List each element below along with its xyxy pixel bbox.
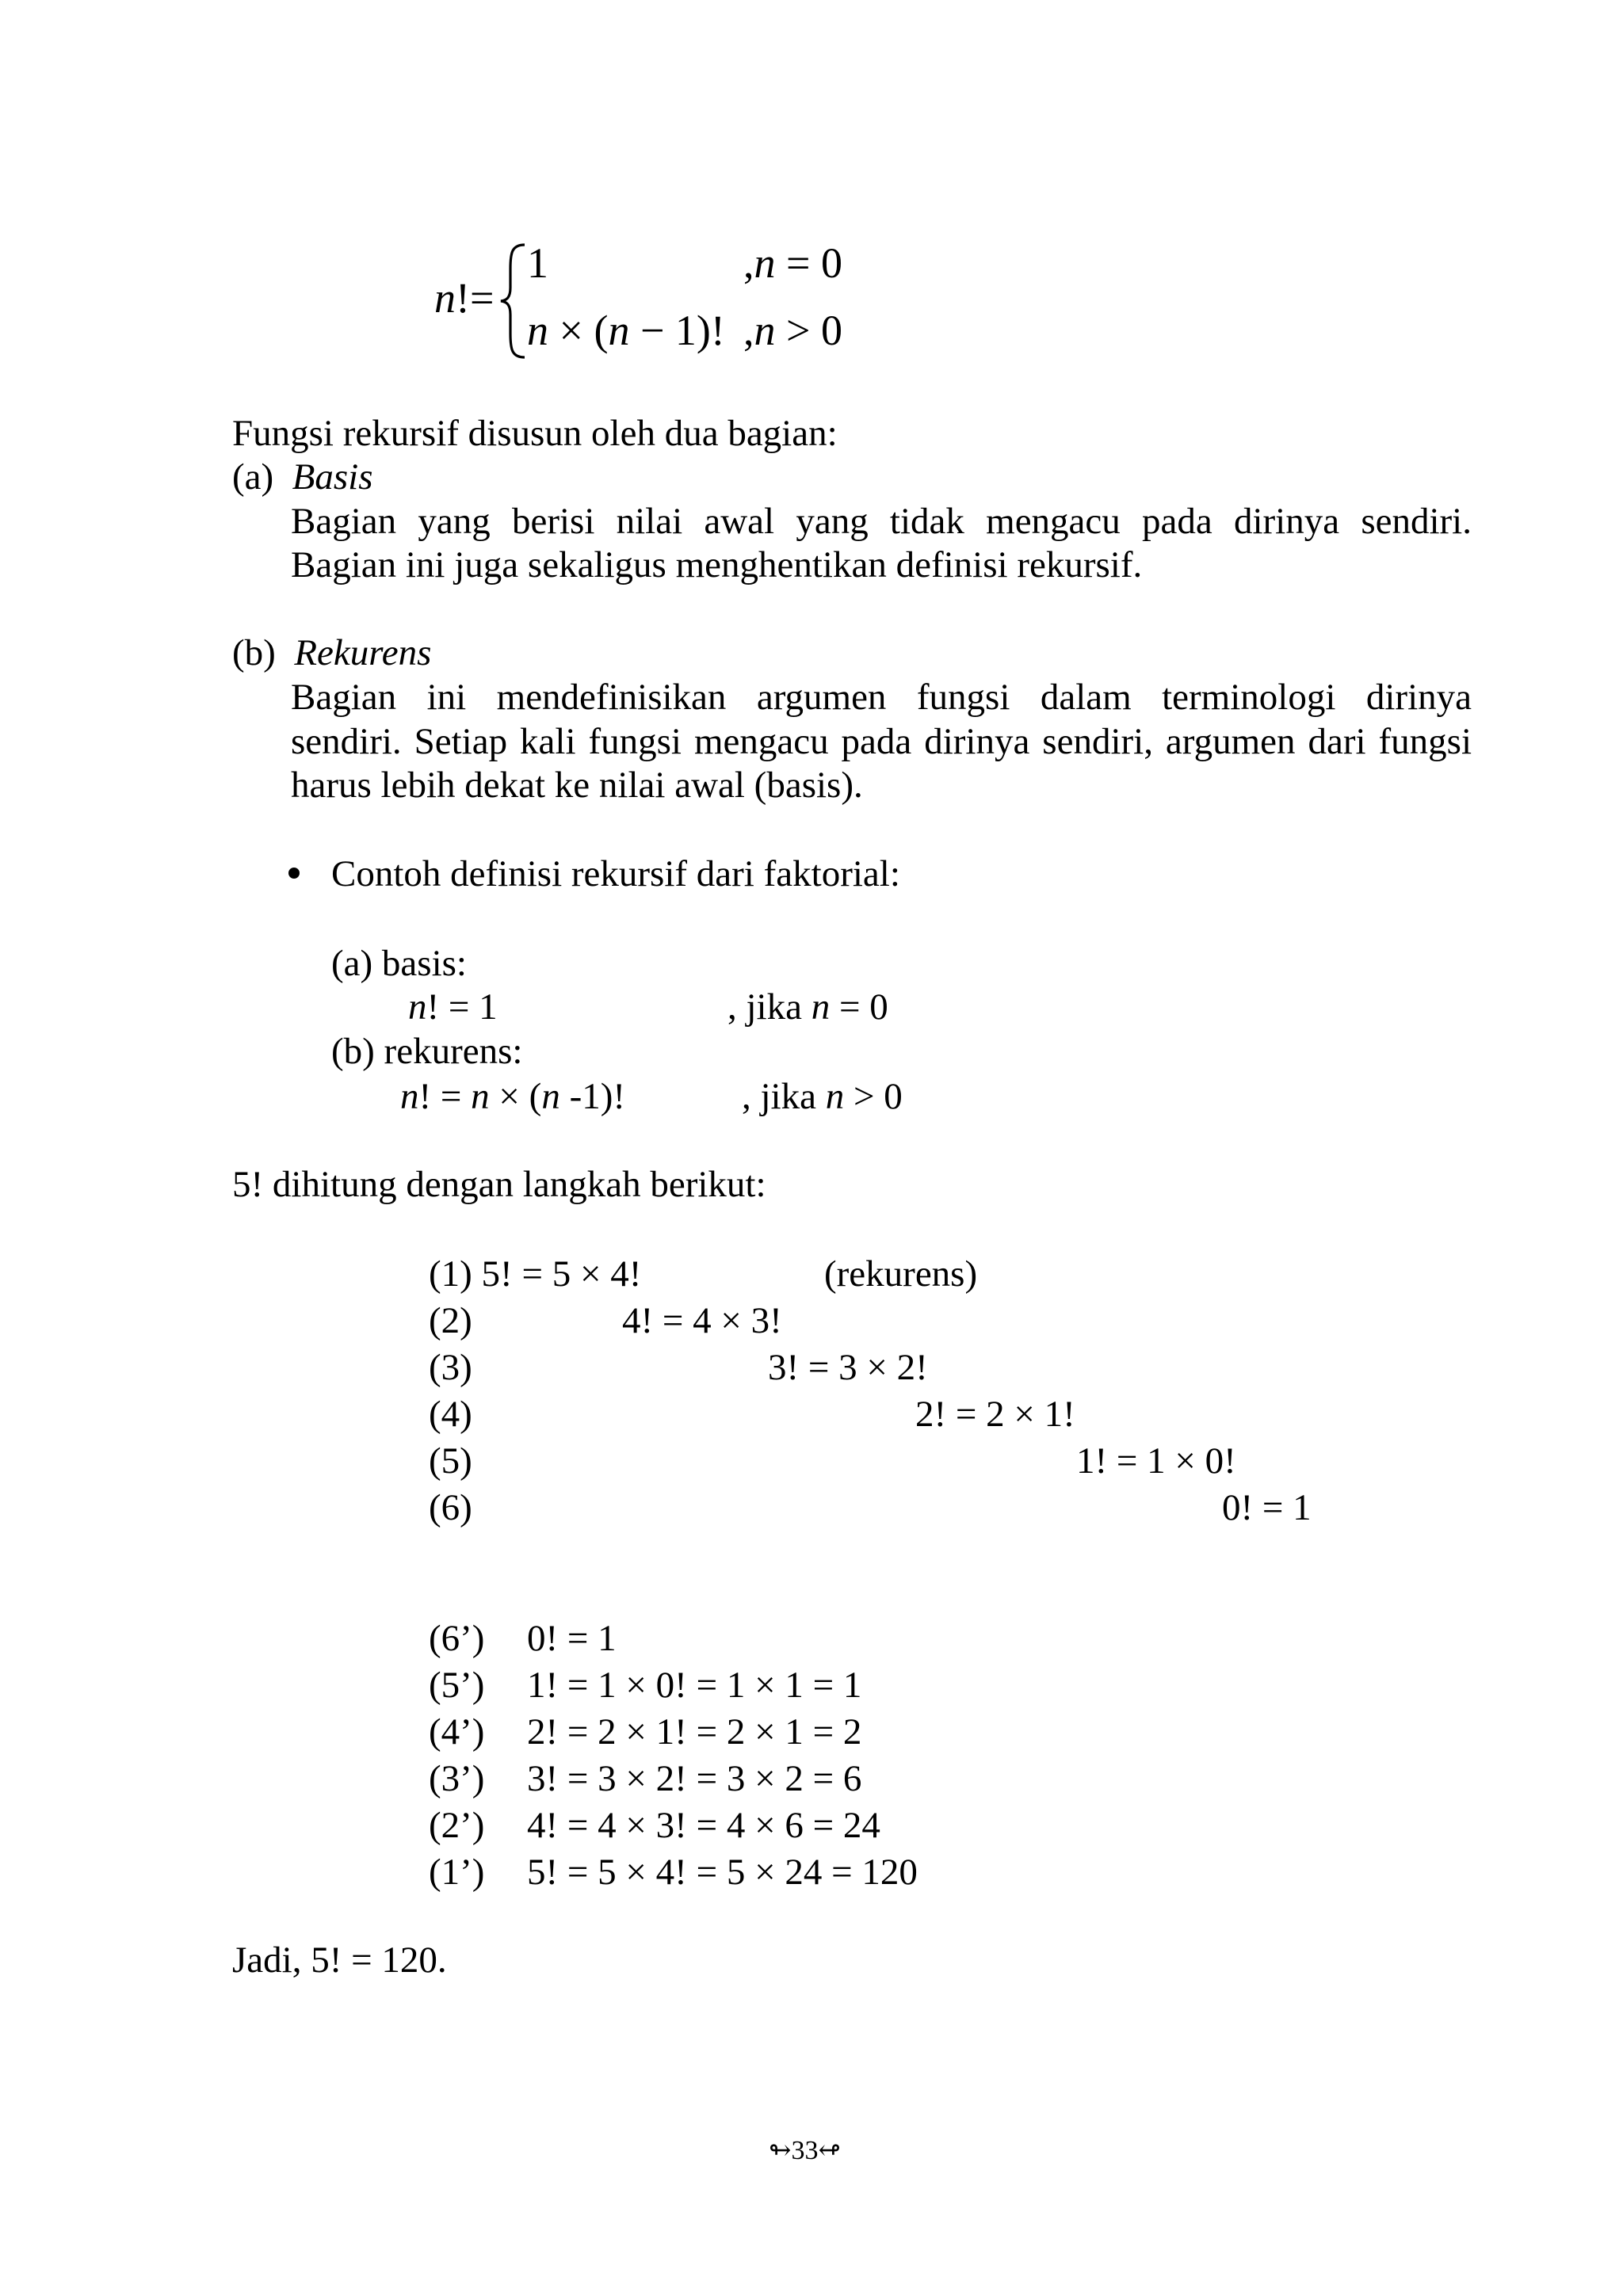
part-a-label: (a) — [232, 456, 274, 498]
formula-case2-cond-rest: > 0 — [775, 307, 842, 354]
example-b-label: (b) rekurens: — [331, 1031, 523, 1072]
formula-case2-var: n — [527, 307, 548, 354]
formula-case2-mid: × ( — [548, 307, 609, 354]
step-down-num: (4) — [429, 1394, 472, 1435]
example-a-var: n — [408, 986, 427, 1028]
part-b-line-3: harus lebih dekat ke nilai awal (basis). — [291, 765, 863, 806]
step-down-expr: 4! = 4 × 3! — [622, 1300, 782, 1341]
part-a-line-1: Bagian yang berisi nilai awal yang tidak mengacu pada dirinya sendiri. — [291, 501, 1472, 542]
formula-case2-cond-var: n — [754, 307, 776, 354]
intro-text: Fungsi rekursif disusun oleh dua bagian: — [232, 413, 838, 454]
step-down-num: (5) — [429, 1440, 472, 1482]
example-b-var3: n — [541, 1076, 560, 1117]
example-a-cond-var: n — [811, 986, 831, 1028]
step-up-expr: 5! = 5 × 4! = 5 × 24 = 120 — [527, 1852, 918, 1893]
formula-case1-rest: = 0 — [775, 239, 842, 287]
step-down-num: (1) 5! = 5 × 4! — [429, 1253, 642, 1295]
example-b-cond-rest: > 0 — [844, 1076, 903, 1117]
example-b-formula — [400, 1074, 625, 1119]
bullet-icon — [288, 868, 300, 879]
step-up-expr: 2! = 2 × 1! = 2 × 1 = 2 — [527, 1711, 862, 1753]
formula-case1-expr: 1 — [527, 239, 548, 287]
example-b-var2: n — [471, 1076, 490, 1117]
example-b-cond-var: n — [825, 1076, 845, 1117]
step-down-num: (3) — [429, 1347, 472, 1388]
step-down-num: (6) — [429, 1487, 472, 1528]
step-down-expr: 0! = 1 — [1222, 1487, 1312, 1528]
formula-lhs-rest: != — [456, 274, 495, 322]
formula-case2-var2: n — [608, 307, 630, 354]
step-down-note: (rekurens) — [824, 1253, 978, 1295]
page-number: 33 — [791, 2136, 819, 2165]
step-up-num: (3’) — [429, 1758, 485, 1799]
step-up-num: (1’) — [429, 1852, 485, 1893]
example-a-label: (a) basis: — [331, 943, 467, 984]
part-b-heading — [232, 631, 431, 675]
part-a-line-2: Bagian ini juga sekaligus menghentikan definisi rekursif. — [291, 544, 1143, 585]
conclusion-text: Jadi, 5! = 120. — [232, 1939, 447, 1981]
part-b-label: (b) — [232, 632, 276, 673]
example-b-var: n — [400, 1076, 419, 1117]
step-down-expr: 1! = 1 × 0! — [1076, 1440, 1236, 1482]
step-up-expr: 1! = 1 × 0! = 1 × 1 = 1 — [527, 1665, 862, 1706]
formula-case1-var: n — [754, 239, 776, 287]
part-a-heading — [232, 455, 373, 499]
part-b-title: Rekurens — [294, 632, 432, 673]
example-b-cond-pre: , jika — [742, 1076, 826, 1117]
formula-case2-comma: , — [743, 307, 754, 354]
part-b-line-2: sendiri. Setiap kali fungsi mengacu pada dirinya sendiri, argumen dari fungsi — [291, 721, 1472, 762]
step-down-expr: 3! = 3 × 2! — [768, 1347, 928, 1388]
example-bullet-text: Contoh definisi rekursif dari faktorial: — [331, 853, 900, 894]
example-a-cond-pre: , jika — [727, 986, 812, 1028]
formula-case1-comma: , — [743, 239, 754, 287]
step-up-num: (4’) — [429, 1711, 485, 1753]
step-up-expr: 0! = 1 — [527, 1618, 617, 1659]
formula-case1-cond — [743, 238, 842, 288]
formula-case2-cond — [743, 306, 842, 355]
curly-brace — [498, 242, 529, 360]
example-b-rest: -1)! — [559, 1076, 626, 1117]
example-a-condition — [727, 985, 888, 1029]
step-up-expr: 4! = 4 × 3! = 4 × 6 = 24 — [527, 1805, 880, 1846]
example-b-condition — [742, 1074, 903, 1119]
part-b-line-1: Bagian ini mendefinisikan argumen fungsi dalam terminologi dirinya — [291, 677, 1472, 718]
formula-case2-rest: − 1)! — [629, 307, 725, 354]
step-down-num: (2) — [429, 1300, 472, 1341]
example-b-mid2: × ( — [489, 1076, 542, 1117]
part-a-title: Basis — [292, 456, 373, 498]
example-a-cond-rest: = 0 — [830, 986, 888, 1028]
step-down-expr: 2! = 2 × 1! — [915, 1394, 1075, 1435]
formula-lhs-var: n — [434, 274, 456, 322]
step-up-num: (2’) — [429, 1805, 485, 1846]
example-b-mid: ! = — [418, 1076, 472, 1117]
footer-left-ornament-icon: ↬ — [769, 2136, 792, 2165]
footer-right-ornament-icon: ↫ — [818, 2136, 841, 2165]
page-footer — [769, 2135, 841, 2167]
step-up-expr: 3! = 3 × 2! = 3 × 2 = 6 — [527, 1758, 862, 1799]
formula-lhs — [434, 273, 494, 322]
step-up-num: (6’) — [429, 1618, 485, 1659]
step-up-num: (5’) — [429, 1665, 485, 1706]
formula-case2-expr — [527, 306, 725, 355]
steps-intro: 5! dihitung dengan langkah berikut: — [232, 1164, 766, 1205]
example-a-formula — [408, 985, 498, 1029]
example-a-rest: ! = 1 — [426, 986, 498, 1028]
